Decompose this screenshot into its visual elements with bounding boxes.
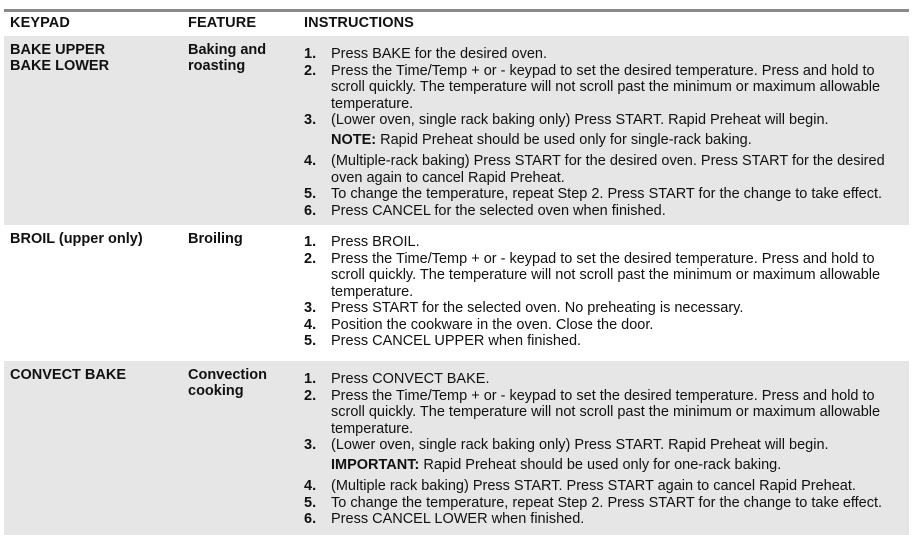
keypad-label-line: BROIL (upper only) xyxy=(10,231,143,247)
step-text: Position the cookware in the oven. Close the door. xyxy=(331,316,654,333)
instructions-cell xyxy=(304,371,907,528)
instruction-step xyxy=(304,112,907,129)
step-number: 6. xyxy=(304,202,317,219)
instruction-step xyxy=(304,186,907,203)
instruction-step xyxy=(304,203,907,220)
table-header xyxy=(4,12,909,36)
instruction-step xyxy=(304,153,907,186)
oven-controls-table xyxy=(4,9,909,535)
header-instructions: INSTRUCTIONS xyxy=(304,15,414,31)
keypad-cell xyxy=(10,231,143,247)
feature-label-line: Convection xyxy=(188,367,267,383)
instructions-cell xyxy=(304,234,907,350)
step-number: 3. xyxy=(304,437,317,453)
note-callout xyxy=(304,132,907,149)
instruction-step xyxy=(304,300,907,317)
instruction-step xyxy=(304,251,907,301)
step-text: To change the temperature, repeat Step 2. Press START for the change to take effect. xyxy=(331,494,883,511)
note-label: NOTE: xyxy=(331,131,377,148)
instruction-step xyxy=(304,388,907,438)
instruction-step xyxy=(304,46,907,63)
step-number: 5. xyxy=(304,333,317,349)
step-number: 4. xyxy=(304,153,317,169)
instruction-step xyxy=(304,234,907,251)
step-text: (Lower oven, single rack baking only) Press START. Rapid Preheat will begin. xyxy=(331,437,829,453)
step-number: 5. xyxy=(304,186,317,202)
step-number: 3. xyxy=(304,300,317,316)
step-text: (Lower oven, single rack baking only) Press START. Rapid Preheat will begin. xyxy=(331,112,829,128)
feature-label-line: Baking and xyxy=(188,42,267,58)
instruction-step xyxy=(304,495,907,512)
instructions-cell xyxy=(304,46,907,219)
step-number: 2. xyxy=(304,62,317,79)
step-number: 4. xyxy=(304,478,317,494)
feature-cell xyxy=(188,367,267,399)
important-text: Rapid Preheat should be used only for one-rack baking. xyxy=(419,456,782,473)
step-text: Press CONVECT BAKE. xyxy=(331,371,490,387)
keypad-label-line: CONVECT BAKE xyxy=(10,367,127,383)
step-number: 4. xyxy=(304,316,317,333)
step-text: Press CANCEL LOWER when finished. xyxy=(331,511,585,527)
step-text: Press the Time/Temp + or - keypad to set the desired temperature. Press and hold to scroll quickly. The temperature will not scroll past the minimum or maximum allowable temperature. xyxy=(331,62,881,112)
instruction-step xyxy=(304,333,907,350)
step-number: 6. xyxy=(304,511,317,527)
step-number: 3. xyxy=(304,112,317,128)
step-number: 2. xyxy=(304,387,317,404)
step-number: 1. xyxy=(304,46,317,62)
feature-cell xyxy=(188,42,266,74)
keypad-label-line: BAKE UPPER xyxy=(10,42,106,58)
feature-label-line: cooking xyxy=(188,383,244,399)
keypad-label-line: BAKE LOWER xyxy=(10,58,110,74)
step-number: 1. xyxy=(304,234,317,250)
step-number: 2. xyxy=(304,250,317,267)
feature-cell xyxy=(188,231,243,247)
header-keypad: KEYPAD xyxy=(10,15,70,31)
instruction-step xyxy=(304,63,907,113)
header-feature: FEATURE xyxy=(188,15,257,31)
step-text: (Multiple-rack baking) Press START for the desired oven. Press START for the desired oven again to cancel Rapid Preheat. xyxy=(331,153,885,186)
feature-label-line: Broiling xyxy=(188,231,243,247)
step-number: 5. xyxy=(304,494,317,511)
step-text: To change the temperature, repeat Step 2. Press START for the change to take effect. xyxy=(331,186,883,202)
keypad-cell xyxy=(10,367,126,383)
instruction-step xyxy=(304,511,907,528)
instruction-step xyxy=(304,478,907,495)
table-row-broil xyxy=(4,225,909,361)
step-text: Press the Time/Temp + or - keypad to set the desired temperature. Press and hold to scroll quickly. The temperature will not scroll past the minimum or maximum allowable temperature. xyxy=(331,250,881,300)
instruction-step xyxy=(304,371,907,388)
step-text: Press the Time/Temp + or - keypad to set the desired temperature. Press and hold to scroll quickly. The temperature will not scroll past the minimum or maximum allowable temperature. xyxy=(331,387,881,437)
step-text: Press BAKE for the desired oven. xyxy=(331,46,547,62)
instruction-step xyxy=(304,437,907,454)
step-text: Press CANCEL for the selected oven when finished. xyxy=(331,202,666,219)
step-text: (Multiple rack baking) Press START. Press START again to cancel Rapid Preheat. xyxy=(331,478,856,494)
keypad-cell xyxy=(10,42,109,74)
instruction-step xyxy=(304,317,907,334)
table-row-convect-bake xyxy=(4,361,909,535)
step-text: Press CANCEL UPPER when finished. xyxy=(331,333,582,349)
feature-label-line: roasting xyxy=(188,58,246,74)
important-label: IMPORTANT: xyxy=(331,456,420,473)
step-text: Press BROIL. xyxy=(331,234,420,250)
note-text: Rapid Preheat should be used only for single-rack baking. xyxy=(376,131,752,148)
step-text: Press START for the selected oven. No preheating is necessary. xyxy=(331,300,744,316)
step-number: 1. xyxy=(304,371,317,387)
table-row-bake xyxy=(4,36,909,225)
important-callout xyxy=(304,457,907,474)
